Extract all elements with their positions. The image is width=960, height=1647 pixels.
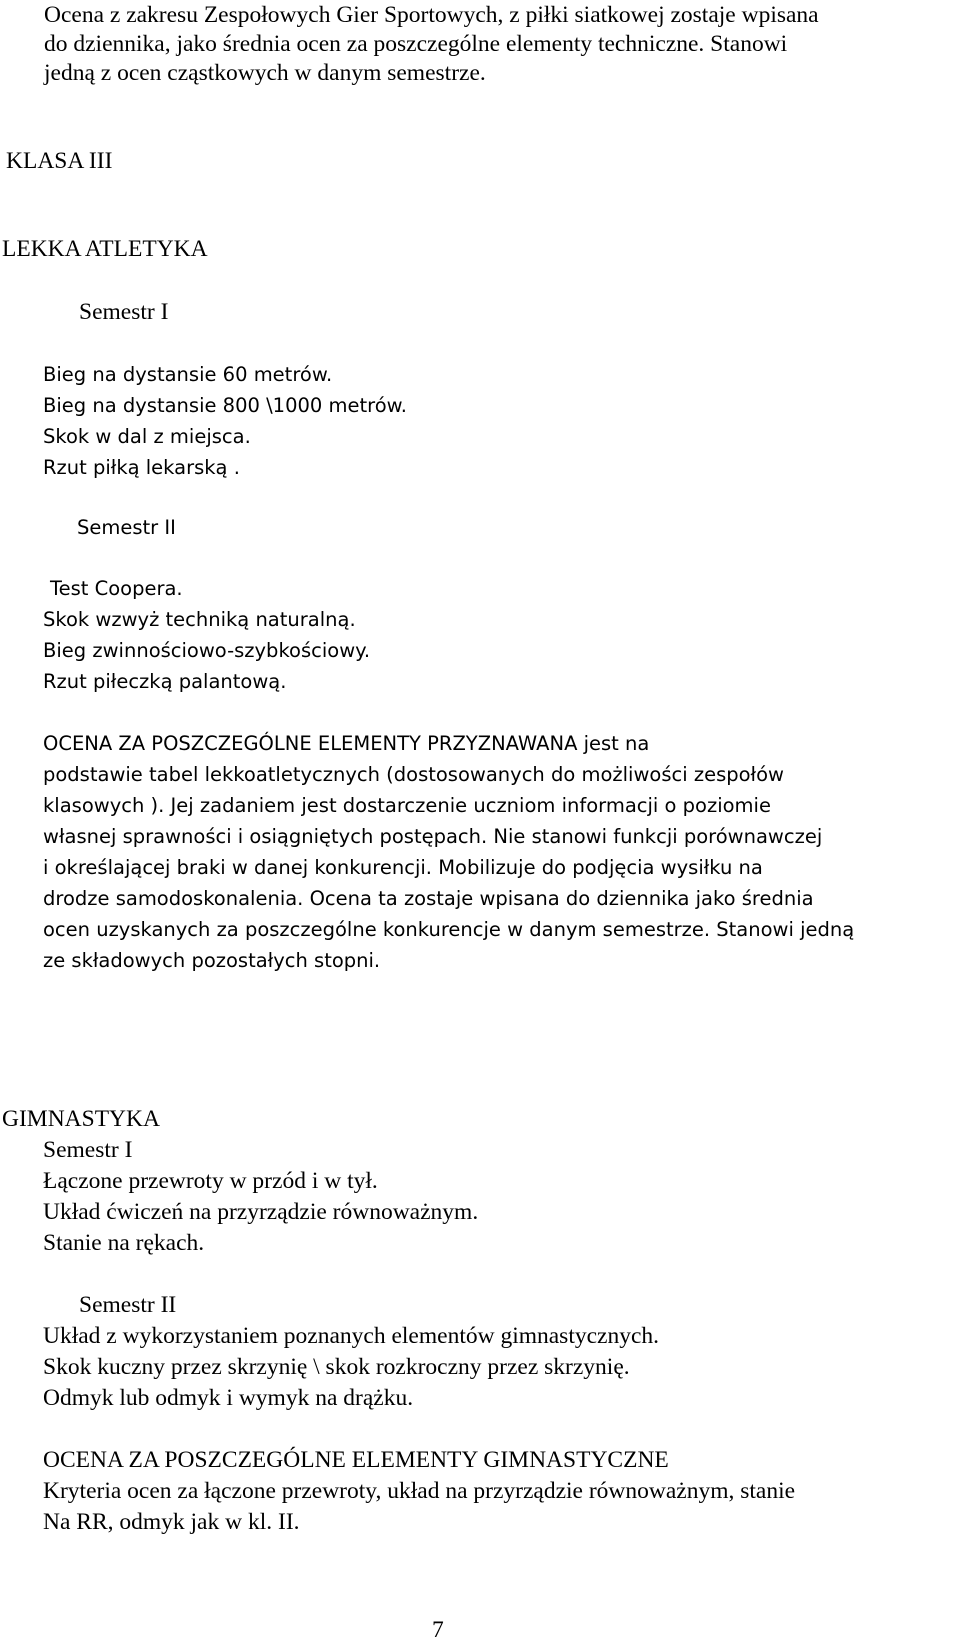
athletics-semester2-item: Skok wzwyż techniką naturalną. [43, 608, 356, 631]
gymnastics-heading: GIMNASTYKA [2, 1106, 160, 1132]
athletics-assessment-line: i określającej braki w danej konkurencji. Mobilizuje do podjęcia wysiłku na [43, 856, 763, 879]
athletics-semester2-label: Semestr II [77, 516, 176, 539]
gymnastics-assessment-heading: OCENA ZA POSZCZEGÓLNE ELEMENTY GIMNASTYCZNE [43, 1447, 669, 1473]
gymnastics-semester1-item: Łączone przewroty w przód i w tył. [43, 1168, 378, 1194]
athletics-semester2-item: Test Coopera. [50, 577, 183, 600]
athletics-semester1-item: Skok w dal z miejsca. [43, 425, 251, 448]
gymnastics-semester1-label: Semestr I [43, 1137, 133, 1163]
gymnastics-semester1-item: Układ ćwiczeń na przyrządzie równoważnym. [43, 1199, 479, 1225]
gymnastics-semester2-item: Odmyk lub odmyk i wymyk na drążku. [43, 1385, 414, 1411]
intro-line: jedną z ocen cząstkowych w danym semestrze. [44, 60, 486, 86]
athletics-semester2-item: Bieg zwinnościowo-szybkościowy. [43, 639, 371, 662]
athletics-heading: LEKKA ATLETYKA [2, 236, 208, 262]
gymnastics-semester2-item: Skok kuczny przez skrzynię \ skok rozkroczny przez skrzynię. [43, 1354, 630, 1380]
class-heading: KLASA III [6, 148, 113, 174]
athletics-assessment-line: podstawie tabel lekkoatletycznych (dostosowanych do możliwości zespołów [43, 763, 784, 786]
athletics-semester1-item: Bieg na dystansie 60 metrów. [43, 363, 333, 386]
gymnastics-semester2-item: Układ z wykorzystaniem poznanych elementów gimnastycznych. [43, 1323, 660, 1349]
gymnastics-semester2-label: Semestr II [79, 1292, 177, 1318]
athletics-semester2-item: Rzut piłeczką palantową. [43, 670, 287, 693]
gymnastics-semester1-item: Stanie na rękach. [43, 1230, 205, 1256]
athletics-semester1-label: Semestr I [79, 299, 169, 325]
gymnastics-assessment-line: Na RR, odmyk jak w kl. II. [43, 1509, 300, 1535]
athletics-assessment-line: ocen uzyskanych za poszczególne konkurencje w danym semestrze. Stanowi jedną [43, 918, 855, 941]
athletics-assessment-line: ze składowych pozostałych stopni. [43, 949, 381, 972]
athletics-assessment-line: własnej sprawności i osiągniętych postępach. Nie stanowi funkcji porównawczej [43, 825, 823, 848]
athletics-assessment-line: OCENA ZA POSZCZEGÓLNE ELEMENTY PRZYZNAWANA jest na [43, 732, 650, 755]
athletics-semester1-item: Rzut piłką lekarską . [43, 456, 240, 479]
page-number: 7 [432, 1617, 444, 1643]
athletics-semester1-item: Bieg na dystansie 800 \1000 metrów. [43, 394, 408, 417]
gymnastics-assessment-line: Kryteria ocen za łączone przewroty, układ na przyrządzie równoważnym, stanie [43, 1478, 796, 1504]
athletics-assessment-line: drodze samodoskonalenia. Ocena ta zostaje wpisana do dziennika jako średnia [43, 887, 814, 910]
intro-line: do dziennika, jako średnia ocen za poszczególne elementy techniczne. Stanowi [44, 31, 788, 57]
intro-line: Ocena z zakresu Zespołowych Gier Sportowych, z piłki siatkowej zostaje wpisana [44, 2, 819, 28]
athletics-assessment-line: klasowych ). Jej zadaniem jest dostarczenie uczniom informacji o poziomie [43, 794, 771, 817]
